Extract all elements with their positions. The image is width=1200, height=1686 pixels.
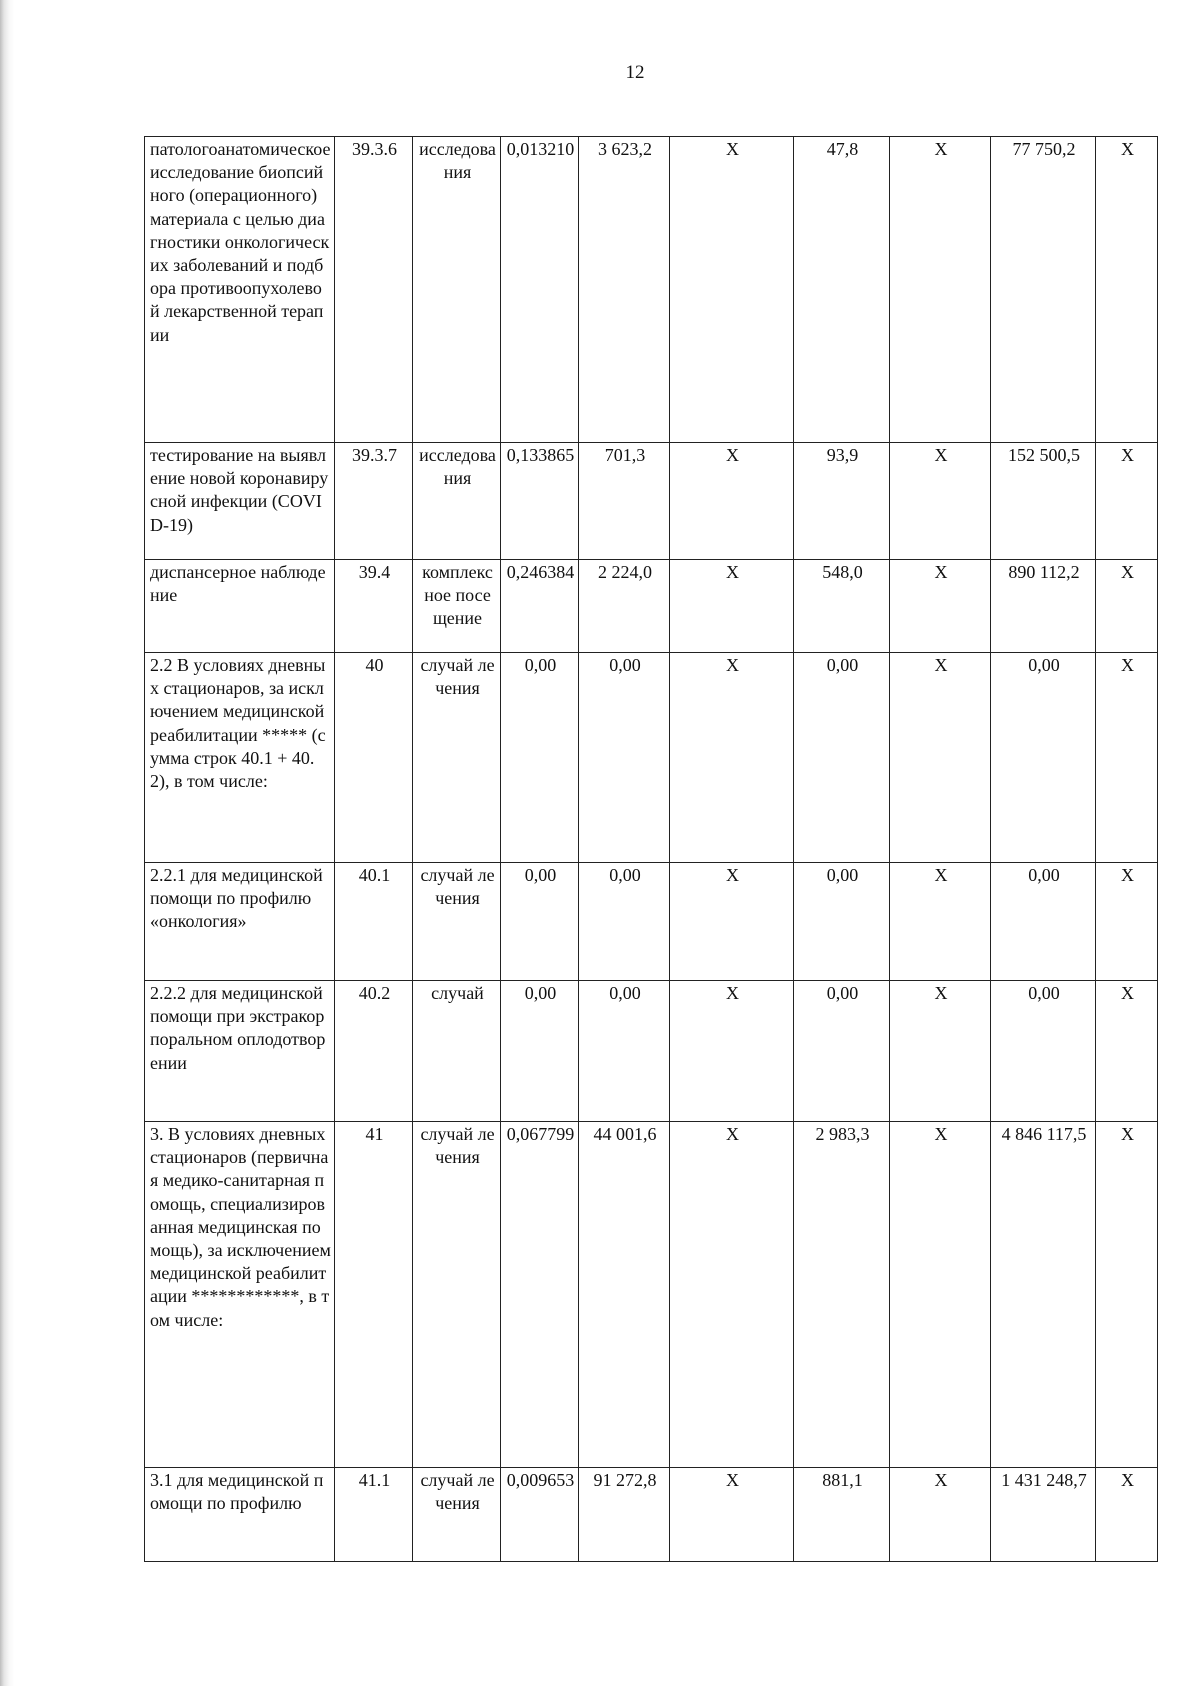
row-value: 1 431 248,7: [991, 1468, 1096, 1562]
table-row: [145, 137, 1158, 443]
row-value: Х: [670, 981, 794, 1122]
row-value: Х: [670, 1468, 794, 1562]
row-value: 91 272,8: [579, 1468, 670, 1562]
row-value: 3 623,2: [579, 137, 670, 443]
row-value: 152 500,5: [991, 443, 1096, 560]
row-name: 3.1 для медицинской помощи по профилю: [145, 1468, 335, 1562]
row-value: Х: [890, 1122, 991, 1468]
table-row: [145, 863, 1158, 981]
row-value: 0,00: [991, 653, 1096, 863]
row-value: Х: [890, 1468, 991, 1562]
row-value: 77 750,2: [991, 137, 1096, 443]
row-unit: исследования: [413, 443, 501, 560]
page-number: 12: [625, 62, 645, 83]
row-value: 44 001,6: [579, 1122, 670, 1468]
row-name: 2.2.1 для медицинской помощи по профилю «онкология»: [145, 863, 335, 981]
row-value: Х: [670, 653, 794, 863]
row-value: 0,00: [501, 863, 579, 981]
data-table: [144, 136, 1158, 1562]
row-value: Х: [890, 443, 991, 560]
row-value: 0,00: [501, 981, 579, 1122]
row-value: Х: [670, 443, 794, 560]
row-name: патологоанатомическое исследование биопсийного (операционного) материала с целью диагностики онкологических заболеваний и подбора противоопухолевой лекарственной терапии: [145, 137, 335, 443]
row-code: 41: [335, 1122, 413, 1468]
row-value: Х: [1096, 1122, 1158, 1468]
table-row: [145, 560, 1158, 653]
row-value: 0,00: [794, 653, 890, 863]
row-value: 0,013210: [501, 137, 579, 443]
row-name: диспансерное наблюдение: [145, 560, 335, 653]
row-value: 0,00: [579, 981, 670, 1122]
row-value: Х: [1096, 137, 1158, 443]
row-unit: случай лечения: [413, 653, 501, 863]
row-value: 0,00: [579, 653, 670, 863]
row-value: Х: [890, 981, 991, 1122]
row-value: Х: [670, 137, 794, 443]
row-code: 39.4: [335, 560, 413, 653]
row-value: 4 846 117,5: [991, 1122, 1096, 1468]
row-value: 2 983,3: [794, 1122, 890, 1468]
row-name: 2.2 В условиях дневных стационаров, за исключением медицинской реабилитации ***** (сумма строк 40.1 + 40.2), в том числе:: [145, 653, 335, 863]
row-unit: случай лечения: [413, 1122, 501, 1468]
row-value: 0,00: [991, 863, 1096, 981]
row-value: 548,0: [794, 560, 890, 653]
row-value: 881,1: [794, 1468, 890, 1562]
row-name: 2.2.2 для медицинской помощи при экстракорпоральном оплодотворении: [145, 981, 335, 1122]
row-code: 40: [335, 653, 413, 863]
row-value: Х: [1096, 653, 1158, 863]
row-value: Х: [890, 137, 991, 443]
row-value: 890 112,2: [991, 560, 1096, 653]
row-name: 3. В условиях дневных стационаров (первичная медико-санитарная помощь, специализированная медицинская помощь), за исключением медицинской реабилитации ************, в том числе:: [145, 1122, 335, 1468]
row-value: Х: [1096, 981, 1158, 1122]
row-value: 0,246384: [501, 560, 579, 653]
row-unit: случай лечения: [413, 1468, 501, 1562]
table-row: [145, 981, 1158, 1122]
row-name: тестирование на выявление новой коронавирусной инфекции (COVID-19): [145, 443, 335, 560]
table-row: [145, 1122, 1158, 1468]
row-value: 0,00: [579, 863, 670, 981]
row-value: 701,3: [579, 443, 670, 560]
row-value: 0,133865: [501, 443, 579, 560]
row-value: 93,9: [794, 443, 890, 560]
row-code: 41.1: [335, 1468, 413, 1562]
row-value: 0,00: [794, 981, 890, 1122]
row-unit: комплексное посещение: [413, 560, 501, 653]
row-value: 0,009653: [501, 1468, 579, 1562]
row-unit: исследования: [413, 137, 501, 443]
row-value: Х: [890, 653, 991, 863]
row-unit: случай: [413, 981, 501, 1122]
row-value: Х: [890, 560, 991, 653]
row-value: 2 224,0: [579, 560, 670, 653]
row-value: 0,067799: [501, 1122, 579, 1468]
row-value: 0,00: [991, 981, 1096, 1122]
row-code: 39.3.6: [335, 137, 413, 443]
row-value: 0,00: [501, 653, 579, 863]
table-row: [145, 443, 1158, 560]
row-value: 47,8: [794, 137, 890, 443]
row-value: Х: [670, 863, 794, 981]
table-row: [145, 1468, 1158, 1562]
row-value: Х: [670, 560, 794, 653]
row-value: Х: [890, 863, 991, 981]
row-value: Х: [1096, 1468, 1158, 1562]
row-value: Х: [1096, 443, 1158, 560]
row-value: 0,00: [794, 863, 890, 981]
table-row: [145, 653, 1158, 863]
scan-edge: [0, 0, 14, 1686]
row-unit: случай лечения: [413, 863, 501, 981]
row-code: 40.2: [335, 981, 413, 1122]
row-value: Х: [1096, 560, 1158, 653]
row-code: 39.3.7: [335, 443, 413, 560]
row-value: Х: [1096, 863, 1158, 981]
row-code: 40.1: [335, 863, 413, 981]
row-value: Х: [670, 1122, 794, 1468]
